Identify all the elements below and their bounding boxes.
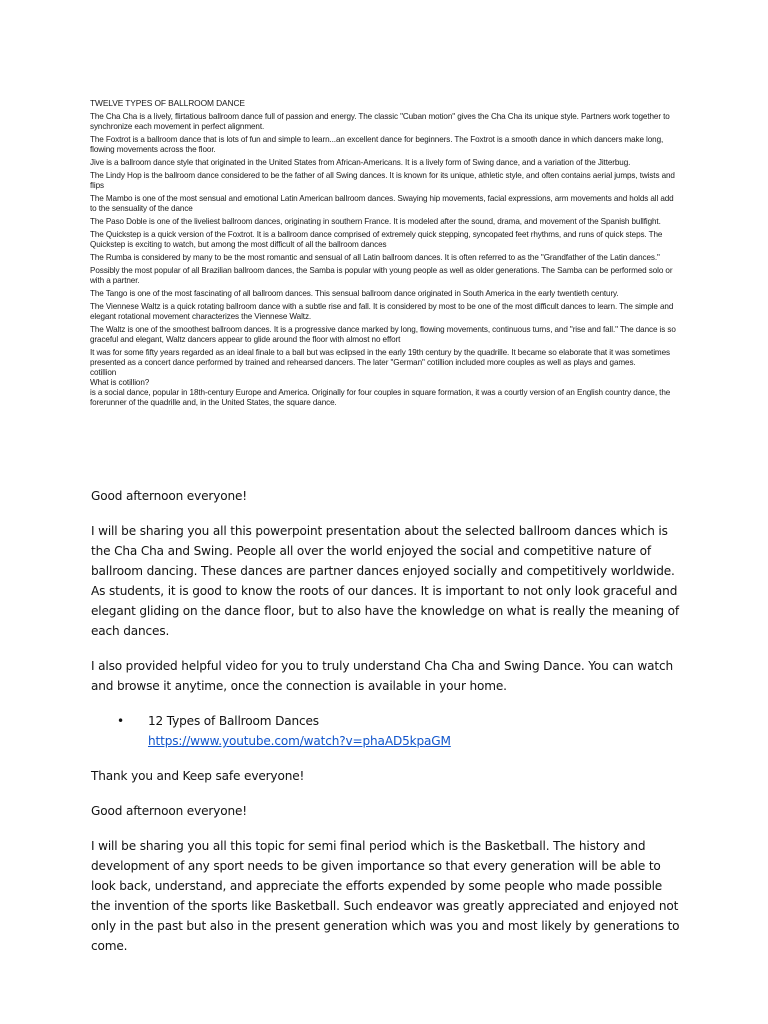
dance-waltz: The Waltz is one of the smoothest ballroom dances. It is a progressive dance marked by long, flowing movements, continuous turns, and "rise and fall." The dance is so graceful and elegant, Waltz dancers appear to glide around the floor with almost no effort (90, 325, 676, 344)
message1-paragraph-1: I will be sharing you all this powerpoint presentation about the selected ballroom dances which is the Cha Cha and Swing. People all over the world enjoyed the social and competitive nature of ballroom dancing. These dances are partner dances enjoyed socially and competitively worldwide. As students, it is good to know the roots of our dances. It is important to not only look graceful and elegant gliding on the dance floor, but to also have the knowledge on what is really the meaning of each dances. (91, 524, 679, 638)
list-title: TWELVE TYPES OF BALLROOM DANCE (90, 98, 245, 108)
greeting-1: Good afternoon everyone! (91, 489, 247, 503)
greeting-2: Good afternoon everyone! (91, 804, 247, 818)
dance-samba: Possibly the most popular of all Brazilian ballroom dances, the Samba is popular with young people as well as older generations. The Samba can be performed solo or with a partner. (90, 266, 673, 285)
message2-paragraph-1: I will be sharing you all this topic for semi final period which is the Basketball. The history and development of any sport needs to be given importance so that every generation will be able to look back, understand, and appreciate the efforts expended by some people who made possible the invention of the sports like Basketball. Such endeavor was greatly appreciated and enjoyed not only in the past but also in the present generation which was you and most likely by generations to come. (91, 839, 680, 953)
bullet-dot: • (117, 714, 124, 728)
youtube-link[interactable]: https://www.youtube.com/watch?v=phaAD5kpaGM (148, 734, 451, 748)
dance-jive: Jive is a ballroom dance style that originated in the United States from African-Americans. It is a lively form of Swing dance, and a variation of the Jitterbug. (90, 158, 631, 167)
dance-cotillion: It was for some fifty years regarded as an ideal finale to a ball but was eclipsed in the early 19th century by the quadrille. It became so elaborate that it was sometimes presented as a concert dance performed by trained and rehearsed dancers. The later "German" cotillion included more couples as well as plays and games. (90, 348, 670, 367)
dance-mambo: The Mambo is one of the most sensual and emotional Latin American ballroom dances. Swaying hip movements, facial expressions, arm movements and holds all add to the sensuality of the dance (90, 194, 674, 213)
dance-quickstep: The Quickstep is a quick version of the Foxtrot. It is a ballroom dance comprised of extremely quick stepping, syncopated feet rhythms, and runs of quick steps. The Quickstep is exciting to watch, but among the most difficult of all the ballroom dances (90, 230, 663, 249)
ballroom-dance-list (90, 98, 682, 408)
dance-lindy-hop: The Lindy Hop is the ballroom dance considered to be the father of all Swing dances. It is known for its unique, athletic style, and often contains aerial jumps, twists and flips (90, 171, 675, 190)
dance-tango: The Tango is one of the most fascinating of all ballroom dances. This sensual ballroom dance originated in South America in the early twentieth century. (90, 289, 619, 298)
cotillion-answer: is a social dance, popular in 18th-century Europe and America. Originally for four couples in square formation, it was a courtly version of an English country dance, the forerunner of the quadrille and, in the United States, the square dance. (90, 388, 671, 407)
dance-paso-doble: The Paso Doble is one of the liveliest ballroom dances, originating in southern France. It is modeled after the sound, drama, and movement of the Spanish bullfight. (90, 217, 661, 226)
cotillion-question: What is cotillion? (90, 378, 150, 387)
dance-foxtrot: The Foxtrot is a ballroom dance that is lots of fun and simple to learn...an excellent dance for beginners. The Foxtrot is a smooth dance in which dancers make long, flowing movements across the floor. (90, 135, 664, 154)
bullet-label: 12 Types of Ballroom Dances (148, 714, 319, 728)
dance-viennese-waltz: The Viennese Waltz is a quick rotating ballroom dance with a subtle rise and fall. It is considered by most to be one of the most difficult dances to learn. The simple and elegant rotational movement characterizes the Viennese Waltz. (90, 302, 674, 321)
message1-paragraph-2: I also provided helpful video for you to truly understand Cha Cha and Swing Dance. You can watch and browse it anytime, once the connection is available in your home. (91, 659, 673, 693)
video-bullet-item (91, 711, 681, 751)
dance-rumba: The Rumba is considered by many to be the most romantic and sensual of all Latin ballroom dances. It is often referred to as the "Grandfather of the Latin dances." (90, 253, 660, 262)
message-body (91, 486, 681, 956)
closing-1: Thank you and Keep safe everyone! (91, 769, 305, 783)
cotillion-word: cotillion (90, 368, 117, 377)
dance-cha-cha: The Cha Cha is a lively, flirtatious ballroom dance full of passion and energy. The classic "Cuban motion" gives the Cha Cha its unique style. Partners work together to synchronize each movement in perfect alignment. (90, 112, 670, 131)
